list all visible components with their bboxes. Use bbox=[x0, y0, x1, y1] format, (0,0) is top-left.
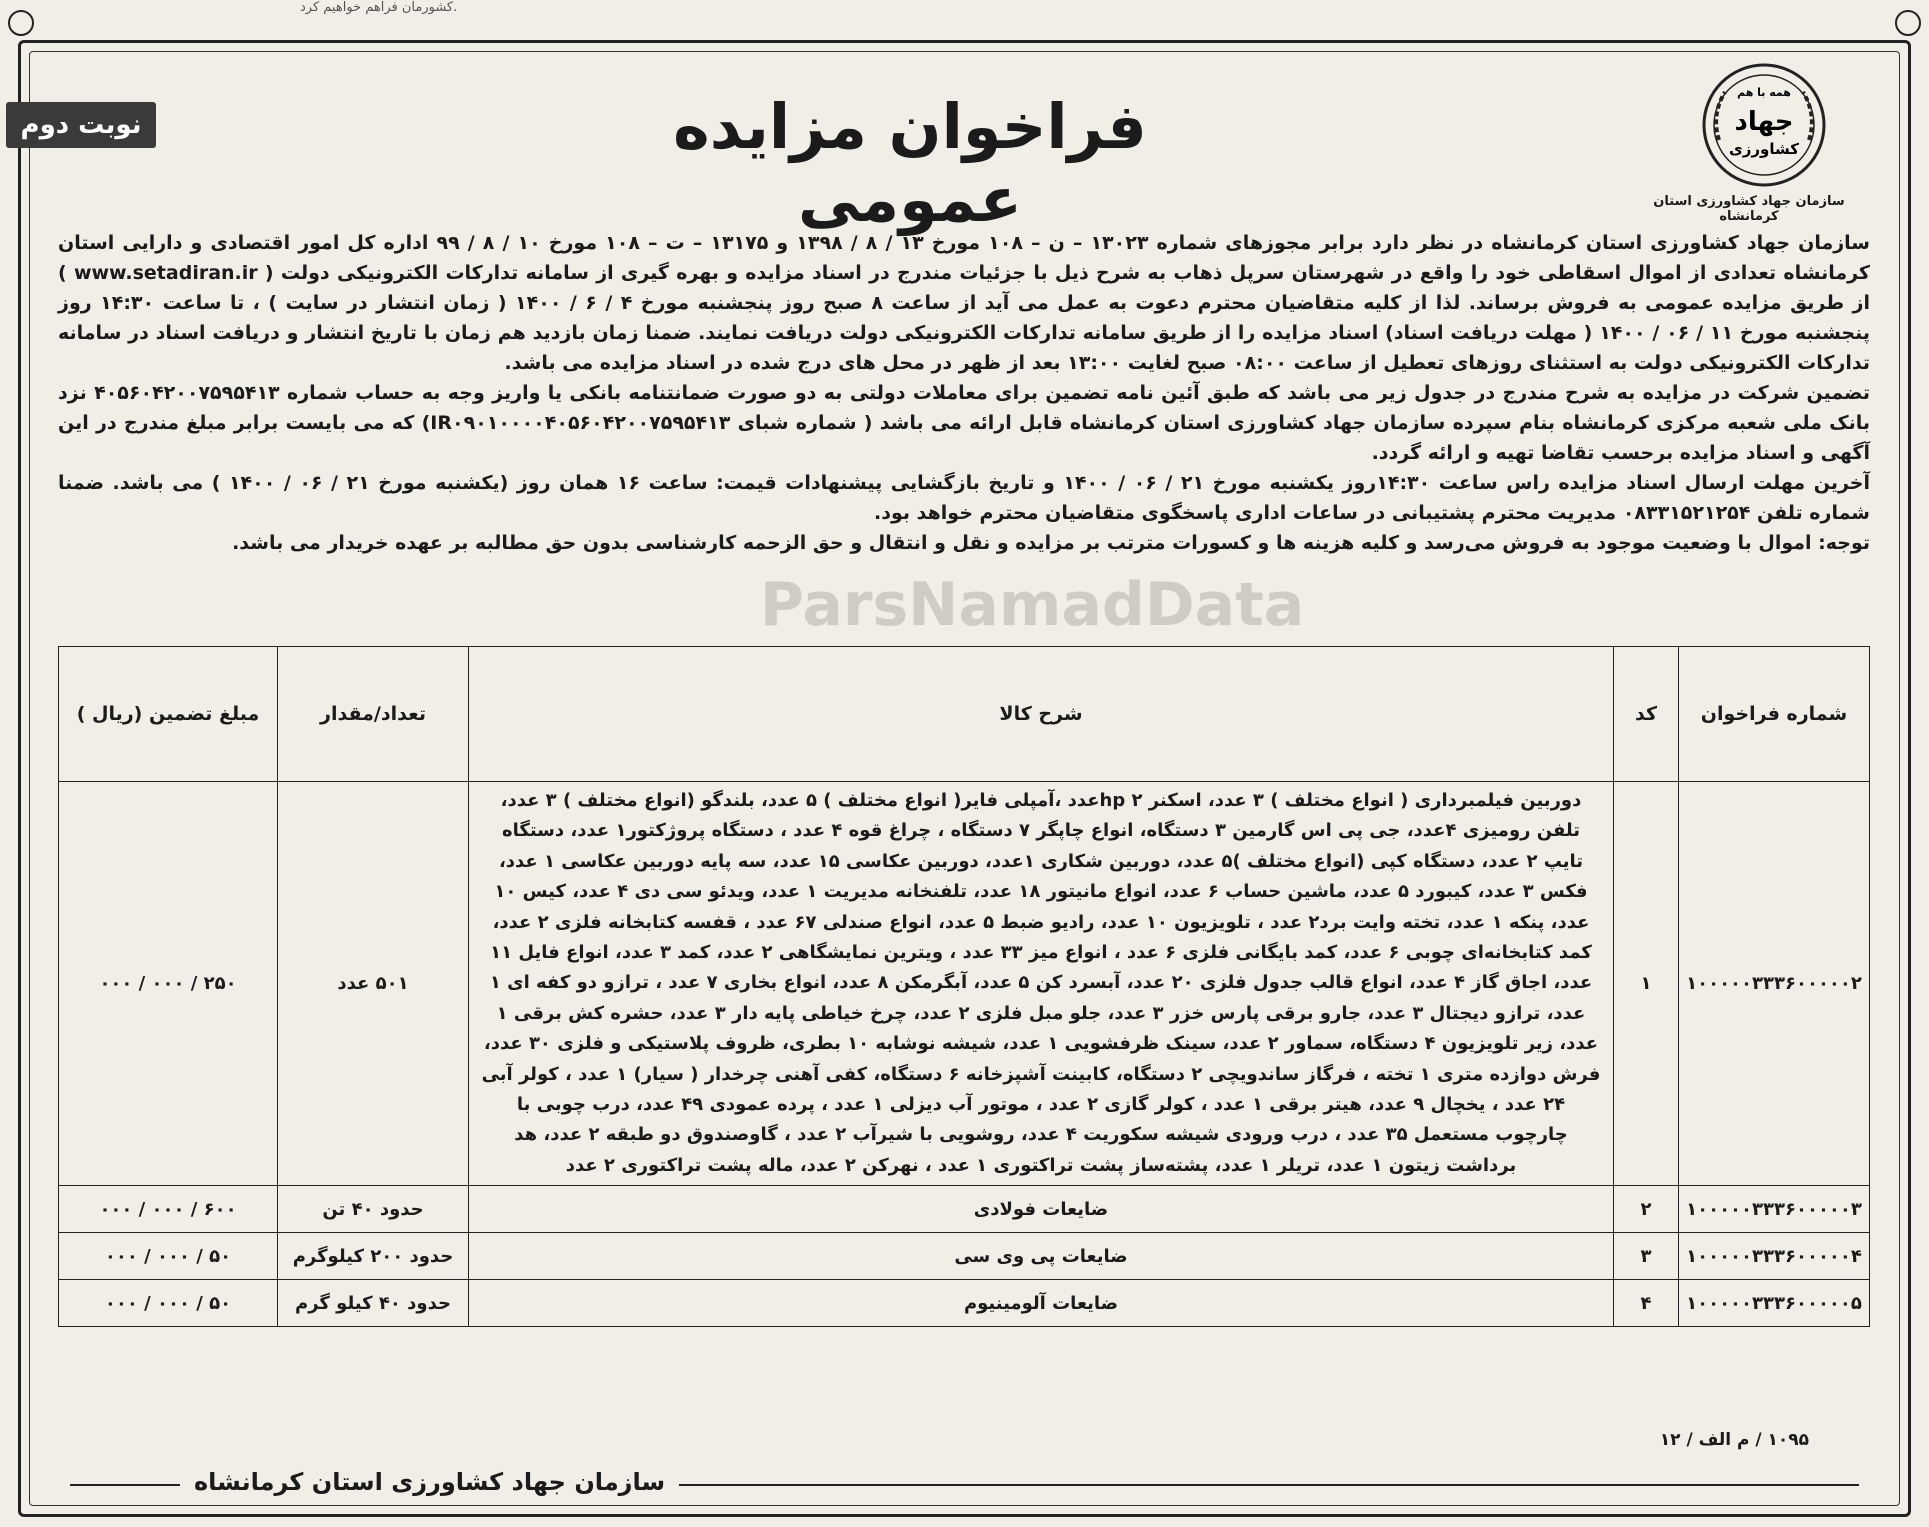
logo-top-text: همه با هم bbox=[1737, 86, 1791, 99]
cell-code: ۴ bbox=[1614, 1280, 1679, 1327]
cell-guarantee: ۵۰ / ۰۰۰ / ۰۰۰ bbox=[59, 1280, 278, 1327]
paragraph-note: توجه: اموال با وضعیت موجود به فروش می‌رسد و کلیه هزینه ها و کسورات مترتب بر مزایده و نقل و انتقال و حق الزحمه کارشناسی بدون حق مطالبه بر عهده خریدار می باشد. bbox=[232, 532, 1870, 554]
cell-guarantee: ۶۰۰ / ۰۰۰ / ۰۰۰ bbox=[59, 1186, 278, 1233]
paragraph-intro: سازمان جهاد کشاورزی استان کرمانشاه در نظر دارد برابر مجوزهای شماره ۱۳۰۲۳ – ن – ۱۰۸ مورخ ۱۳ / ۸ / ۱۳۹۸ و ۱۳۱۷۵ – ت – ۱۰۸ مورخ ۱۰ / ۸ / ۹۹ اداره کل امور اقتصادی و دارایی استان کرمانشاه تعدادی از اموال اسقاطی خود را واقع در شهرستان سرپل ذهاب به شرح ذیل با جزئیات مندرج در اسناد مزایده و بهره گیری از سامانه تدارکات الکترونیکی دولت ( www.setadiran.ir ) از طریق مزایده عمومی به فروش برساند. لذا از کلیه متقاضیان محترم دعوت به عمل می آید از ساعت ۸ صبح روز پنجشنبه مورخ ۴ / ۶ / ۱۴۰۰ ( زمان انتشار در سایت ) ، تا ساعت ۱۴:۳۰ روز پنجشنبه مورخ ۱۱ / ۰۶ / ۱۴۰۰ ( مهلت دریافت اسناد) اسناد مزایده را از طریق سامانه تدارکات الکترونیکی دولت دریافت نمایند. ضمنا زمان بازدید هم زمان با تاریخ انتشار و دریافت اسناد در سامانه تدارکات الکترونیکی دولت به استثنای روزهای تعطیل از ساعت ۰۸:۰۰ صبح لغایت ۱۳:۰۰ بعد از ظهر در محل های درج شده در اسناد مزایده می باشد. bbox=[58, 232, 1870, 374]
cell-description: دوربین فیلمبرداری ( انواع مختلف ) ۳ عدد، اسکنر hp ۲عدد ،آمپلی فایر( انواع مختلف ) ۵ عدد، بلندگو (انواع مختلف ) ۳ عدد، تلفن رومیزی ۴عدد، جی پی اس گارمین ۳ دستگاه، انواع چاپگر ۷ دستگاه ، چراغ قوه ۴ عدد ، دستگاه پروژکتور۱ عدد، دستگاه تایپ ۲ عدد، دستگاه کپی (انواع مختلف )۵ عدد، دوربین شکاری ۱عدد، دوربین عکاسی ۱۵ عدد، سه پایه دوربین عکاسی ۱ عدد، فکس ۳ عدد، کیبورد ۵ عدد، ماشین حساب ۶ عدد، انواع مانیتور ۱۸ عدد، تلفنخانه مدیریت ۱ عدد، ویدئو سی دی ۴ عدد، کیس ۱۰ عدد، پنکه ۱ عدد، تخته وایت برد۲ عدد ، تلویزیون ۱۰ عدد، رادیو ضبط ۵ عدد، انواع صندلی ۶۷ عدد ، قفسه کتابخانه فلزی ۲ عدد، کمد کتابخانه‌ای چوبی ۶ عدد، کمد بایگانی فلزی ۶ عدد ، انواع میز ۳۳ عدد ، ویترین نمایشگاهی ۲ عدد، کمد ۳ عدد، انواع فایل ۱۱ عدد، اجاق گاز ۴ عدد، انواع قالب جدول فلزی ۲۰ عدد، آبسرد کن ۵ عدد، آبگرمکن ۸ عدد، انواع بخاری ۷ عدد ، ترازو دو کفه ای ۱ عدد، ترازو دیجتال ۳ عدد، جارو برقی پارس خزر ۳ عدد، جلو مبل فلزی ۲ عدد، چرخ خیاطی پایه دار ۳ عدد، حشره کش برقی ۱ عدد، زیر تلویزیون ۴ دستگاه، سماور ۲ عدد، سینک ظرفشویی ۱ عدد، شیشه نوشابه ۱۰ بطری، ظروف پلاستیکی و فلزی ۳۰ عدد، فرش دوازده متری ۱ تخته ، فرگاز ساندویچی ۲ دستگاه، کابینت آشپزخانه ۶ دستگاه، کفی آهنی چرخدار ( سیار) ۱ عدد ، کولر آبی ۲۴ عدد ، یخچال ۹ عدد، هیتر برقی ۱ عدد ، کولر گازی ۲ عدد ، موتور آب دیزلی ۱ عدد ، پرده عمودی ۴۹ عدد، درب چوبی با چارچوب مستعمل ۳۵ عدد ، درب ورودی شیشه سکوریت ۴ عدد، روشویی با شیرآب ۲ عدد ، گاوصندوق دو طبقه ۲ عدد، هد برداشت زیتون ۱ عدد، تریلر ۱ عدد، پشته‌ساز پشت تراکتوری ۱ عدد ، نهرکن ۲ عدد، ماله پشت تراکتوری ۲ عدد bbox=[469, 782, 1614, 1186]
footer-organization: سازمان جهاد کشاورزی استان کرمانشاه bbox=[180, 1468, 679, 1496]
reference-number: ۱۰۹۵ / م الف / ۱۲ bbox=[1659, 1430, 1809, 1450]
table-row bbox=[59, 1280, 1870, 1327]
round-badge: نوبت دوم bbox=[6, 102, 156, 148]
cell-quantity: حدود ۴۰ تن bbox=[278, 1186, 469, 1233]
header-code: کد bbox=[1614, 647, 1679, 782]
cell-quantity: حدود ۴۰ کیلو گرم bbox=[278, 1280, 469, 1327]
cell-description: ضایعات فولادی bbox=[469, 1186, 1614, 1233]
corner-ornament-icon bbox=[8, 10, 34, 36]
cell-call-number: ۱۰۰۰۰۰۳۳۳۶۰۰۰۰۰۴ bbox=[1679, 1233, 1870, 1280]
cell-quantity: حدود ۲۰۰ کیلوگرم bbox=[278, 1233, 469, 1280]
page-title: فراخوان مزایده عمومی bbox=[673, 90, 1147, 236]
cell-code: ۳ bbox=[1614, 1233, 1679, 1280]
cell-description: ضایعات پی وی سی bbox=[469, 1233, 1614, 1280]
organization-name: سازمان جهاد کشاورزی استان کرمانشاه bbox=[1653, 194, 1845, 224]
auction-items-table bbox=[58, 646, 1870, 1327]
cell-call-number: ۱۰۰۰۰۰۳۳۳۶۰۰۰۰۰۲ bbox=[1679, 782, 1870, 1186]
cell-call-number: ۱۰۰۰۰۰۳۳۳۶۰۰۰۰۰۵ bbox=[1679, 1280, 1870, 1327]
notice-body bbox=[58, 228, 1870, 558]
paragraph-guarantee: تضمین شرکت در مزایده به شرح مندرج در جدول زیر می باشد که طبق آئین نامه تضمین برای معاملات دولتی به دو صورت ضمانتنامه بانکی یا واریز وجه به حساب شماره ۴۰۵۶۰۴۲۰۰۷۵۹۵۴۱۳ نزد بانک ملی شعبه مرکزی کرمانشاه بنام سپرده سازمان جهاد کشاورزی استان کرمانشاه قابل ارائه می باشد ( شماره شبای IR۰۹۰۱۰۰۰۰۴۰۵۶۰۴۲۰۰۷۵۹۵۴۱۳) که می بایست برابر مبلغ مندرج در این آگهی و اسناد مزایده برحسب تقاضا تهیه و ارائه گردد. bbox=[58, 382, 1871, 464]
watermark: ParsNamadData bbox=[760, 570, 1305, 640]
cell-guarantee: ۵۰ / ۰۰۰ / ۰۰۰ bbox=[59, 1233, 278, 1280]
cell-code: ۲ bbox=[1614, 1186, 1679, 1233]
cell-code: ۱ bbox=[1614, 782, 1679, 1186]
cell-description: ضایعات آلومینیوم bbox=[469, 1280, 1614, 1327]
paragraph-deadline: آخرین مهلت ارسال اسناد مزایده راس ساعت ۱۴:۳۰روز یکشنبه مورخ ۲۱ / ۰۶ / ۱۴۰۰ و تاریخ بازگشایی پیشنهادات قیمت: ساعت ۱۶ همان روز (یکشنبه مورخ ۲۱ / ۰۶ / ۱۴۰۰ ) می باشد. ضمنا شماره تلفن ۰۸۳۳۱۵۲۱۲۵۴ مدیریت محترم پشتیبانی در ساعات اداری پاسخگوی متقاضیان محترم خواهد بود. bbox=[58, 472, 1870, 524]
jahad-keshavarzi-logo-icon bbox=[1699, 60, 1829, 190]
header-description: شرح کالا bbox=[469, 647, 1614, 782]
corner-ornament-icon bbox=[1895, 10, 1921, 36]
cell-quantity: ۵۰۱ عدد bbox=[278, 782, 469, 1186]
table-row bbox=[59, 1186, 1870, 1233]
table-row bbox=[59, 782, 1870, 1186]
header-guarantee: مبلغ تضمین (ریال ) bbox=[59, 647, 278, 782]
logo-sub-text: کشاورزی bbox=[1729, 140, 1799, 158]
table-row bbox=[59, 1233, 1870, 1280]
top-snippet-text: کشورمان فراهم خواهیم کرد. bbox=[300, 0, 458, 15]
header-quantity: تعداد/مقدار bbox=[278, 647, 469, 782]
header-call-number: شماره فراخوان bbox=[1679, 647, 1870, 782]
cell-call-number: ۱۰۰۰۰۰۳۳۳۶۰۰۰۰۰۳ bbox=[1679, 1186, 1870, 1233]
cell-guarantee: ۲۵۰ / ۰۰۰ / ۰۰۰ bbox=[59, 782, 278, 1186]
table-header-row bbox=[59, 647, 1870, 782]
logo-main-text: جهاد bbox=[1734, 107, 1794, 137]
